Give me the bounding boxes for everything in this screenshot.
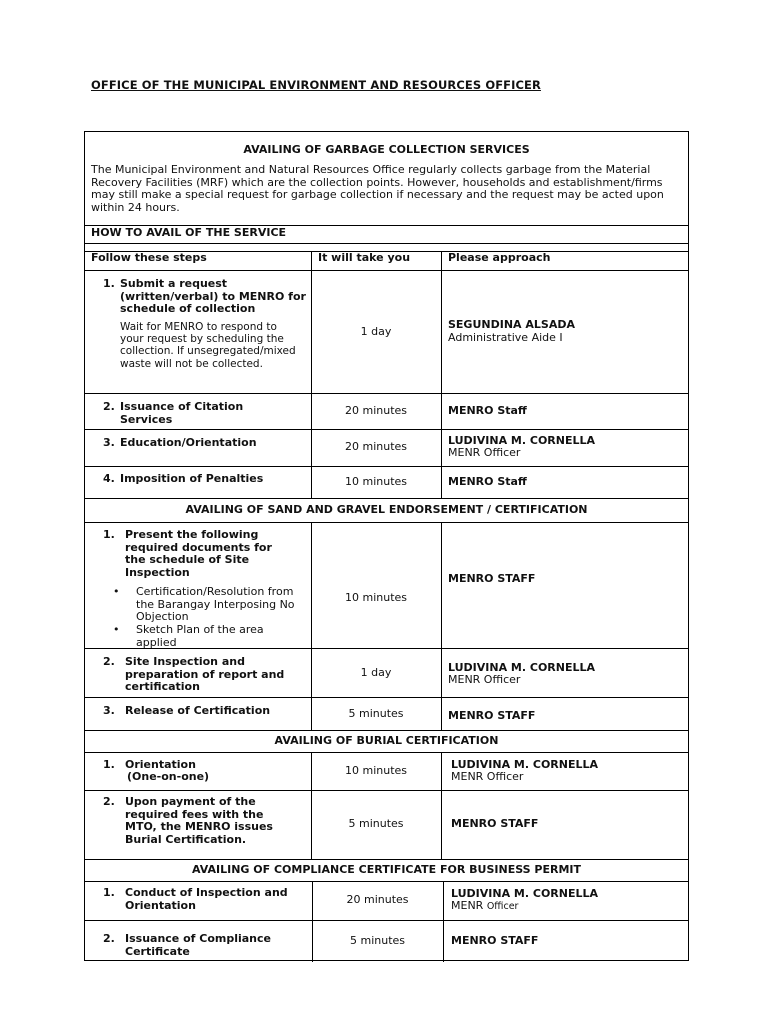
row-divider	[85, 429, 688, 430]
step-label: Imposition of Penalties	[120, 472, 264, 485]
step-number: 2.	[103, 795, 115, 808]
how-to-avail-heading: HOW TO AVAIL OF THE SERVICE	[91, 226, 287, 239]
step-number: 2.	[103, 400, 115, 413]
row-divider	[85, 920, 688, 921]
col-header-approach: Please approach	[448, 251, 551, 264]
step-number: 4.	[103, 472, 115, 485]
column-divider	[311, 522, 312, 730]
services-table	[84, 131, 689, 961]
approach-person: LUDIVINA M. CORNELLA	[451, 758, 599, 771]
time-value: 10 minutes	[344, 591, 408, 604]
approach-person: LUDIVINA M. CORNELLA	[451, 887, 599, 900]
time-value: 5 minutes	[348, 817, 404, 830]
step-label: Conduct of Inspection and Orientation	[125, 886, 288, 912]
col-header-time: It will take you	[318, 251, 411, 264]
step-label: Present the following required documents for the schedule of Site Inspection	[125, 528, 272, 579]
time-value: 5 minutes	[349, 934, 406, 947]
approach-person: LUDIVINA M. CORNELLA	[448, 434, 596, 447]
approach-role: MENR Officer	[448, 446, 521, 459]
step-number: 1.	[103, 528, 115, 541]
column-divider	[443, 881, 444, 962]
column-divider	[441, 752, 442, 859]
approach-role: Administrative Aide I	[448, 331, 563, 344]
row-divider	[85, 730, 688, 731]
approach-role: MENR Officer	[448, 673, 521, 686]
step-label: Issuance of Compliance Certificate	[125, 932, 271, 958]
approach-person: MENRO STAFF	[448, 572, 536, 585]
step-number: 3.	[103, 436, 115, 449]
step-label: Release of Certification	[125, 704, 271, 717]
step-label: Issuance of Citation Services	[120, 400, 244, 426]
step-note: Wait for MENRO to respond to your request by scheduling the collection. If unsegregated/mixed waste will not be collected.	[120, 321, 296, 370]
row-divider	[85, 466, 688, 467]
step-number: 1.	[103, 758, 115, 771]
column-divider	[311, 251, 312, 498]
step-label: Submit a request (written/verbal) to MENRO for schedule of collection	[120, 277, 306, 316]
row-divider	[85, 243, 688, 244]
bullet-icon: •	[113, 623, 120, 636]
garbage-intro: The Municipal Environment and Natural Resources Office regularly collects garbage from the Material Recovery Facilities (MRF) which are the collection points. However, households and establishment/firms may still make a special request for garbage collection if necessary and the request may be acted upon within 24 hours.	[91, 163, 664, 214]
time-value: 1 day	[360, 325, 392, 338]
row-divider	[85, 752, 688, 753]
row-divider	[85, 881, 688, 882]
approach-person: MENRO Staff	[448, 404, 527, 417]
col-header-steps: Follow these steps	[91, 251, 207, 264]
row-divider	[85, 522, 688, 523]
office-title: OFFICE OF THE MUNICIPAL ENVIRONMENT AND RESOURCES OFFICER	[91, 78, 541, 92]
approach-role: MENR Officer	[451, 899, 519, 912]
column-divider	[441, 522, 442, 730]
step-number: 2.	[103, 655, 115, 668]
column-divider	[441, 251, 442, 498]
time-value: 5 minutes	[348, 707, 404, 720]
row-divider	[85, 790, 688, 791]
step-label-sub: (One-on-one)	[127, 770, 210, 783]
approach-person: MENRO STAFF	[451, 934, 539, 947]
row-divider	[85, 498, 688, 499]
step-label: Education/Orientation	[120, 436, 257, 449]
time-value: 10 minutes	[344, 764, 408, 777]
time-value: 1 day	[360, 666, 392, 679]
step-number: 3.	[103, 704, 115, 717]
bullet-item: Sketch Plan of the area applied	[136, 623, 264, 649]
time-value: 10 minutes	[344, 475, 408, 488]
time-value: 20 minutes	[344, 404, 408, 417]
step-number: 2.	[103, 932, 115, 945]
approach-person: MENRO Staff	[448, 475, 527, 488]
section-title-garbage: AVAILING OF GARBAGE COLLECTION SERVICES	[243, 143, 530, 156]
section-title-burial: AVAILING OF BURIAL CERTIFICATION	[274, 734, 499, 747]
step-label: Orientation	[125, 758, 196, 771]
row-divider	[85, 270, 688, 271]
step-label: Site Inspection and preparation of report and certification	[125, 655, 285, 694]
approach-role: MENR Officer	[451, 770, 524, 783]
bullet-icon: •	[113, 585, 120, 598]
approach-person: MENRO STAFF	[448, 709, 536, 722]
step-number: 1.	[103, 886, 115, 899]
approach-person: MENRO STAFF	[451, 817, 539, 830]
row-divider	[85, 697, 688, 698]
step-label: Upon payment of the required fees with the MTO, the MENRO issues Burial Certification.	[125, 795, 273, 846]
time-value: 20 minutes	[344, 440, 408, 453]
bullet-item: Certification/Resolution from the Barangay Interposing No Objection	[136, 585, 295, 624]
row-divider	[85, 393, 688, 394]
row-divider	[85, 859, 688, 860]
time-value: 20 minutes	[346, 893, 409, 906]
approach-person: SEGUNDINA ALSADA	[448, 318, 575, 331]
step-number: 1.	[103, 277, 115, 290]
section-title-compliance: AVAILING OF COMPLIANCE CERTIFICATE FOR BUSINESS PERMIT	[191, 863, 581, 876]
section-title-sand-gravel: AVAILING OF SAND AND GRAVEL ENDORSEMENT / CERTIFICATION	[185, 503, 588, 516]
approach-person: LUDIVINA M. CORNELLA	[448, 661, 596, 674]
